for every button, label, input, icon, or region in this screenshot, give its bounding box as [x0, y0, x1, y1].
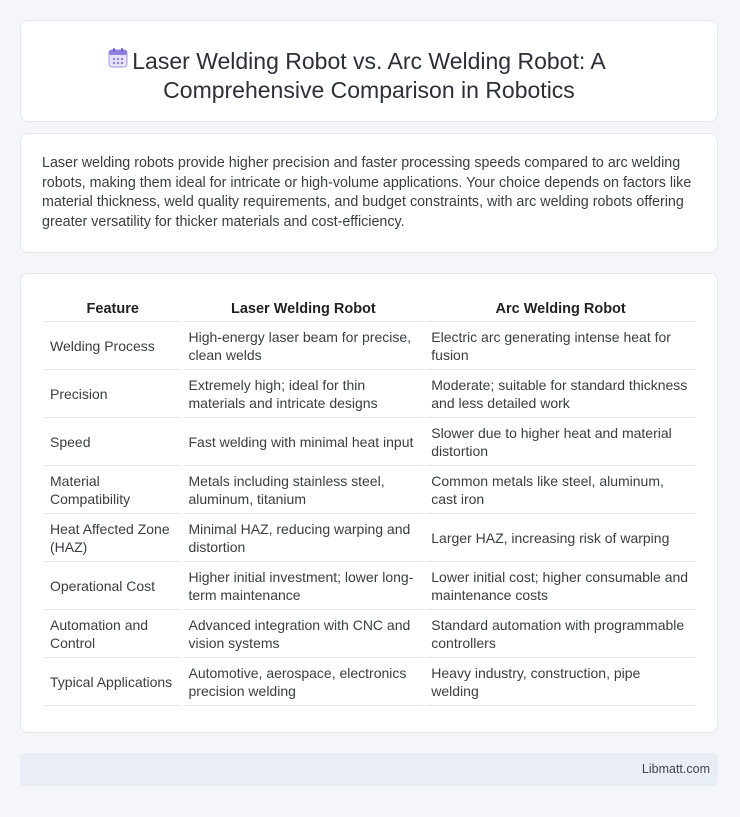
summary-card: [20, 133, 718, 253]
table-row: [45, 658, 695, 706]
arc-cell: Moderate; suitable for standard thickness and less detailed work: [426, 370, 695, 418]
comparison-table: [42, 295, 698, 706]
summary-text: Laser welding robots provide higher precision and faster processing speeds compared to arc welding robots, making them ideal for intricate or high-volume applications. Your choice depends on factors like material thickness, weld quality requirements, and budget constraints, with arc welding robots offering greater versatility for thicker materials and cost-efficiency.: [42, 155, 692, 230]
laser-cell: Automotive, aerospace, electronics precision welding: [184, 658, 424, 706]
page-title-line-1: Laser Welding Robot vs. Arc Welding Robot: A: [132, 48, 606, 74]
arc-cell: Common metals like steel, aluminum, cast iron: [426, 466, 695, 514]
table-row: [45, 418, 695, 466]
table-row: [45, 610, 695, 658]
column-header-laser: Laser Welding Robot: [184, 295, 424, 322]
feature-cell: Heat Affected Zone (HAZ): [45, 514, 181, 562]
feature-cell: Material Compatibility: [45, 466, 181, 514]
comparison-card: [20, 273, 718, 733]
footer: [20, 753, 718, 786]
laser-cell: Higher initial investment; lower long-term maintenance: [184, 562, 424, 610]
table-header-row: [45, 295, 695, 322]
column-header-feature: Feature: [45, 295, 181, 322]
table-row: [45, 466, 695, 514]
laser-cell: Extremely high; ideal for thin materials and intricate designs: [184, 370, 424, 418]
arc-cell: Standard automation with programmable controllers: [426, 610, 695, 658]
feature-cell: Welding Process: [45, 322, 181, 370]
table-row: [45, 514, 695, 562]
table-row: [45, 562, 695, 610]
feature-cell: Operational Cost: [45, 562, 181, 610]
page-title: [21, 47, 717, 105]
arc-cell: Heavy industry, construction, pipe welding: [426, 658, 695, 706]
feature-cell: Precision: [45, 370, 181, 418]
feature-cell: Typical Applications: [45, 658, 181, 706]
table-row: [45, 370, 695, 418]
arc-cell: Lower initial cost; higher consumable and maintenance costs: [426, 562, 695, 610]
page-title-line-2: Comprehensive Comparison in Robotics: [163, 77, 575, 103]
arc-cell: Electric arc generating intense heat for fusion: [426, 322, 695, 370]
laser-cell: Minimal HAZ, reducing warping and distortion: [184, 514, 424, 562]
title-card: [20, 20, 718, 122]
laser-cell: Advanced integration with CNC and vision systems: [184, 610, 424, 658]
table-row: [45, 322, 695, 370]
laser-cell: High-energy laser beam for precise, clean welds: [184, 322, 424, 370]
laser-cell: Fast welding with minimal heat input: [184, 418, 424, 466]
arc-cell: Slower due to higher heat and material distortion: [426, 418, 695, 466]
feature-cell: Speed: [45, 418, 181, 466]
footer-source-link[interactable]: Libmatt.com: [641, 762, 710, 776]
column-header-arc: Arc Welding Robot: [426, 295, 695, 322]
arc-cell: Larger HAZ, increasing risk of warping: [426, 514, 695, 562]
laser-cell: Metals including stainless steel, aluminum, titanium: [184, 466, 424, 514]
feature-cell: Automation and Control: [45, 610, 181, 658]
